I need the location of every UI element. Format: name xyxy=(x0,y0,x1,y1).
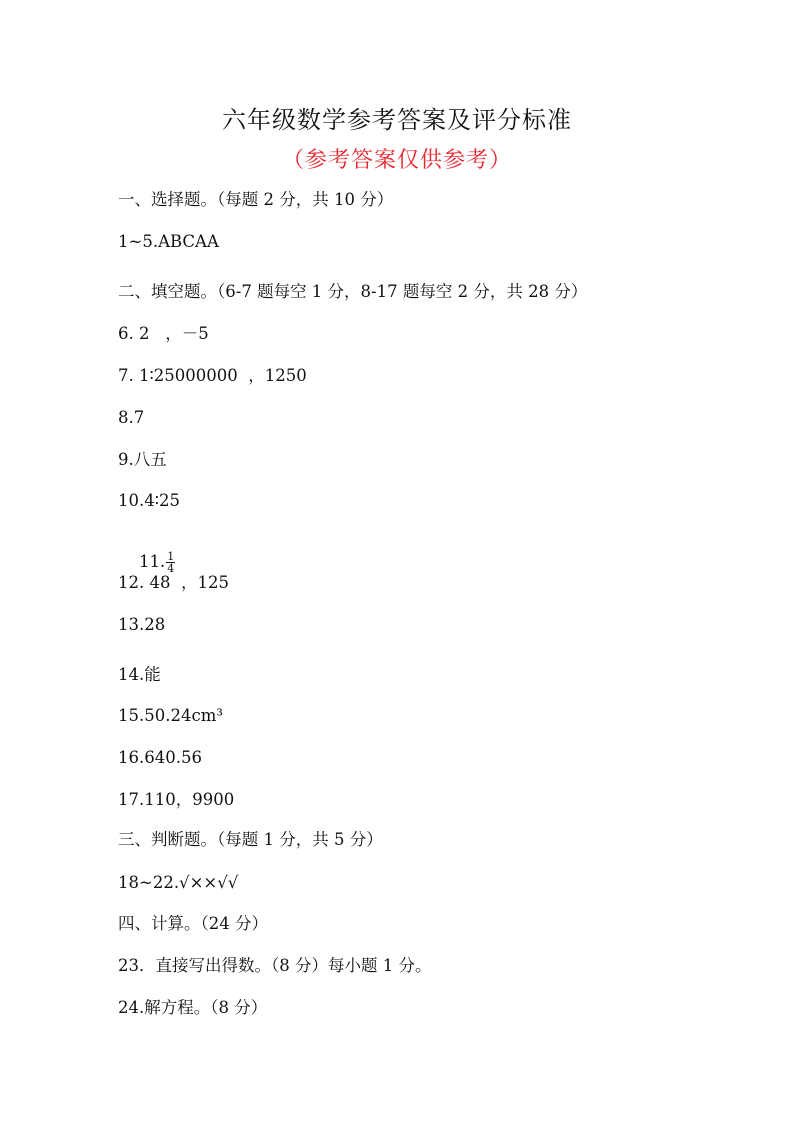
answer-12: 12. 48 ，125 xyxy=(118,573,229,592)
answer-11-label: 11. xyxy=(138,552,166,571)
answer-18-22: 18~22.√××√√ xyxy=(118,873,239,892)
section-calc-heading: 四、计算。（24 分） xyxy=(118,914,268,933)
answer-24: 24.解方程。（8 分） xyxy=(118,998,268,1017)
answer-10: 10.4∶25 xyxy=(118,491,181,510)
page-title: 六年级数学参考答案及评分标准 xyxy=(222,106,572,134)
section-choice-heading: 一、选择题。（每题 2 分，共 10 分） xyxy=(118,190,394,209)
answer-15: 15.50.24cm³ xyxy=(118,706,223,725)
section-fill-heading: 二、填空题。（6-7 题每空 1 分，8-17 题每空 2 分，共 28 分） xyxy=(118,282,588,301)
answer-13: 13.28 xyxy=(118,615,166,634)
fraction-denominator: 4 xyxy=(167,562,175,575)
answer-8: 8.7 xyxy=(118,408,145,427)
fraction-numerator: 1 xyxy=(167,550,175,563)
answer-1-5: 1~5.ABCAA xyxy=(118,232,219,251)
answer-17: 17.110，9900 xyxy=(118,790,235,809)
answer-16: 16.640.56 xyxy=(118,748,202,767)
section-judge-heading: 三、判断题。（每题 1 分，共 5 分） xyxy=(118,830,383,849)
answer-9: 9.八五 xyxy=(118,450,167,469)
answer-7: 7. 1∶25000000 ，1250 xyxy=(118,366,307,385)
page-subtitle: （参考答案仅供参考） xyxy=(281,148,512,173)
answer-14: 14.能 xyxy=(118,665,161,684)
answer-6: 6. 2 ，－5 xyxy=(118,324,209,343)
answer-23: 23．直接写出得数。（8 分）每小题 1 分。 xyxy=(118,956,432,975)
fraction-one-quarter xyxy=(166,551,175,574)
